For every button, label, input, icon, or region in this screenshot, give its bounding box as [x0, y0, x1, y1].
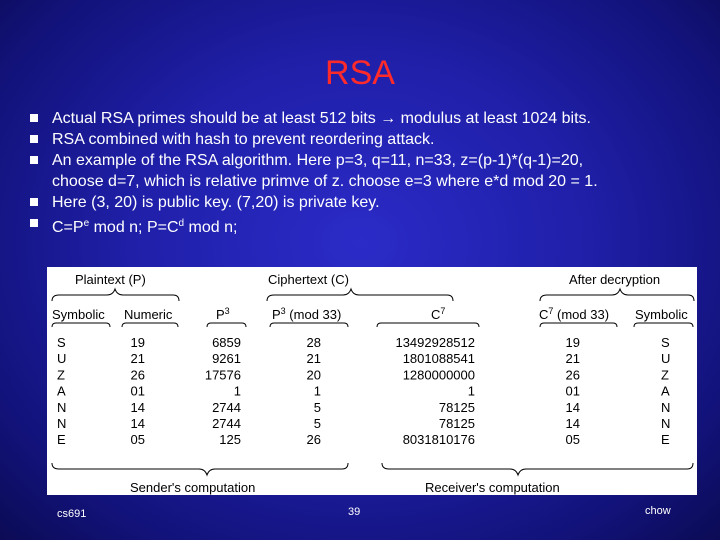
cell-sym2: Z: [661, 367, 669, 383]
cell-num: 19: [130, 335, 145, 350]
bullet-text-line-2: choose d=7, which is relative primve of z. choose e=3 where e*d mod 20 = 1.: [52, 173, 598, 190]
cell-c7mod: 21: [565, 351, 580, 367]
square-bullet-icon: [30, 219, 38, 227]
cell-p3mod: 21: [306, 351, 321, 367]
cell-sym2: A: [661, 383, 670, 399]
cell-p3mod: 5: [313, 416, 321, 431]
table-row: [57, 335, 670, 350]
cell-c7mod: 05: [565, 432, 580, 448]
bullet-item: [30, 108, 710, 129]
under-symbolic2: [634, 323, 693, 327]
header-numeric: Numeric: [124, 307, 173, 322]
course-label: cs691: [57, 508, 87, 520]
cell-sym: S: [57, 335, 66, 350]
bullet-text-line-1: An example of the RSA algorithm. Here p=3, q=11, n=33, z=(p-1)*(q-1)=20,: [52, 152, 584, 169]
receiver-computation-label: Receiver's computation: [425, 480, 560, 495]
sender-computation-label: Sender's computation: [130, 480, 256, 495]
under-c7: [377, 323, 479, 327]
bullet-item: [30, 129, 710, 150]
cell-p3mod: 5: [313, 399, 321, 415]
cell-c7: 1801088541: [402, 351, 475, 367]
bullet-list: [30, 108, 710, 238]
cell-sym: Z: [57, 367, 65, 383]
bullet-formula: $C=P^e$ mod n; $P=C^d$ mod n;: [52, 218, 238, 236]
cell-num: 05: [130, 432, 145, 448]
header-c7: $C^7$: [431, 306, 446, 322]
cell-p3mod: 1: [313, 383, 321, 399]
author-label: chow: [645, 505, 671, 517]
cell-c7mod: 01: [565, 383, 580, 399]
group-after-label: After decryption: [569, 272, 661, 287]
table-row: [57, 384, 670, 399]
cell-c7mod: 14: [565, 416, 580, 431]
under-c7mod: [540, 323, 617, 327]
cell-c7mod: 14: [565, 399, 580, 415]
rsa-example-figure: [47, 267, 697, 495]
page-number: 39: [348, 506, 361, 518]
bullet-item: [30, 150, 710, 192]
bracket-sender: [52, 463, 348, 475]
bracket-after: [540, 289, 694, 301]
bullet-text: Here (3, 20) is public key. (7,20) is private key.: [52, 194, 380, 211]
square-bullet-icon: [30, 198, 38, 206]
cell-c7: 78125: [438, 416, 475, 431]
header-p3-mod: $P^3$ (mod 33): [272, 306, 342, 322]
table-row: [57, 367, 669, 382]
bracket-receiver: [382, 463, 693, 475]
square-bullet-icon: [30, 135, 38, 143]
table-row: [57, 432, 670, 447]
under-p3mod: [270, 323, 348, 327]
cell-p3: 2744: [212, 399, 241, 415]
header-p3: $P^3$: [216, 306, 230, 322]
under-numeric: [122, 323, 178, 327]
cell-p3: 125: [219, 432, 241, 448]
bullet-text: Actual RSA primes should be at least 512 bits → modulus at least 1024 bits.: [52, 110, 591, 127]
cell-c7mod: 26: [565, 367, 580, 383]
cell-num: 26: [130, 367, 145, 383]
cell-c7: 1: [467, 383, 475, 399]
group-plaintext-label: Plaintext (P): [75, 272, 146, 287]
bullet-text: RSA combined with hash to prevent reordering attack.: [52, 131, 435, 148]
cell-num: 14: [130, 399, 145, 415]
bracket-plaintext: [52, 289, 179, 301]
slide-title: RSA: [325, 54, 395, 92]
table-row: [57, 400, 670, 415]
cell-p3: 1: [233, 383, 241, 399]
table-row: [57, 416, 670, 431]
cell-c7mod: 19: [565, 335, 580, 350]
cell-num: 14: [130, 416, 145, 431]
header-symbolic-2: Symbolic: [635, 307, 688, 322]
cell-c7: 78125: [438, 399, 475, 415]
cell-sym: E: [57, 432, 66, 448]
cell-sym: A: [57, 383, 66, 399]
cell-p3mod: 28: [306, 335, 321, 350]
under-symbolic: [52, 323, 110, 327]
cell-p3mod: 26: [306, 432, 321, 448]
cell-p3: 9261: [212, 351, 241, 367]
square-bullet-icon: [30, 114, 38, 122]
cell-c7: 1280000000: [402, 367, 475, 383]
under-p3: [207, 323, 246, 327]
cell-sym2: U: [661, 351, 671, 367]
bracket-ciphertext: [267, 289, 453, 301]
cell-num: 21: [130, 351, 145, 367]
header-symbolic: Symbolic: [52, 307, 105, 322]
bullet-item: [30, 192, 710, 213]
cell-sym: U: [57, 351, 67, 367]
cell-p3: 2744: [212, 416, 241, 431]
cell-sym: N: [57, 399, 67, 415]
group-ciphertext-label: Ciphertext (C): [268, 272, 349, 287]
cell-c7: 8031810176: [402, 432, 475, 448]
table-body: [57, 335, 670, 447]
bullet-item: [30, 213, 710, 238]
cell-c7: 13492928512: [395, 335, 475, 350]
square-bullet-icon: [30, 156, 38, 164]
cell-sym2: N: [661, 416, 671, 431]
cell-sym: N: [57, 416, 67, 431]
table-row: [57, 351, 670, 366]
cell-num: 01: [130, 383, 145, 399]
rsa-table-svg: [47, 267, 697, 495]
cell-sym2: N: [661, 399, 671, 415]
cell-p3mod: 20: [306, 367, 321, 383]
cell-p3: 17576: [204, 367, 241, 383]
cell-p3: 6859: [212, 335, 241, 350]
header-c7-mod: $C^7$ (mod 33): [539, 306, 610, 322]
cell-sym2: S: [661, 335, 670, 350]
cell-sym2: E: [661, 432, 670, 448]
